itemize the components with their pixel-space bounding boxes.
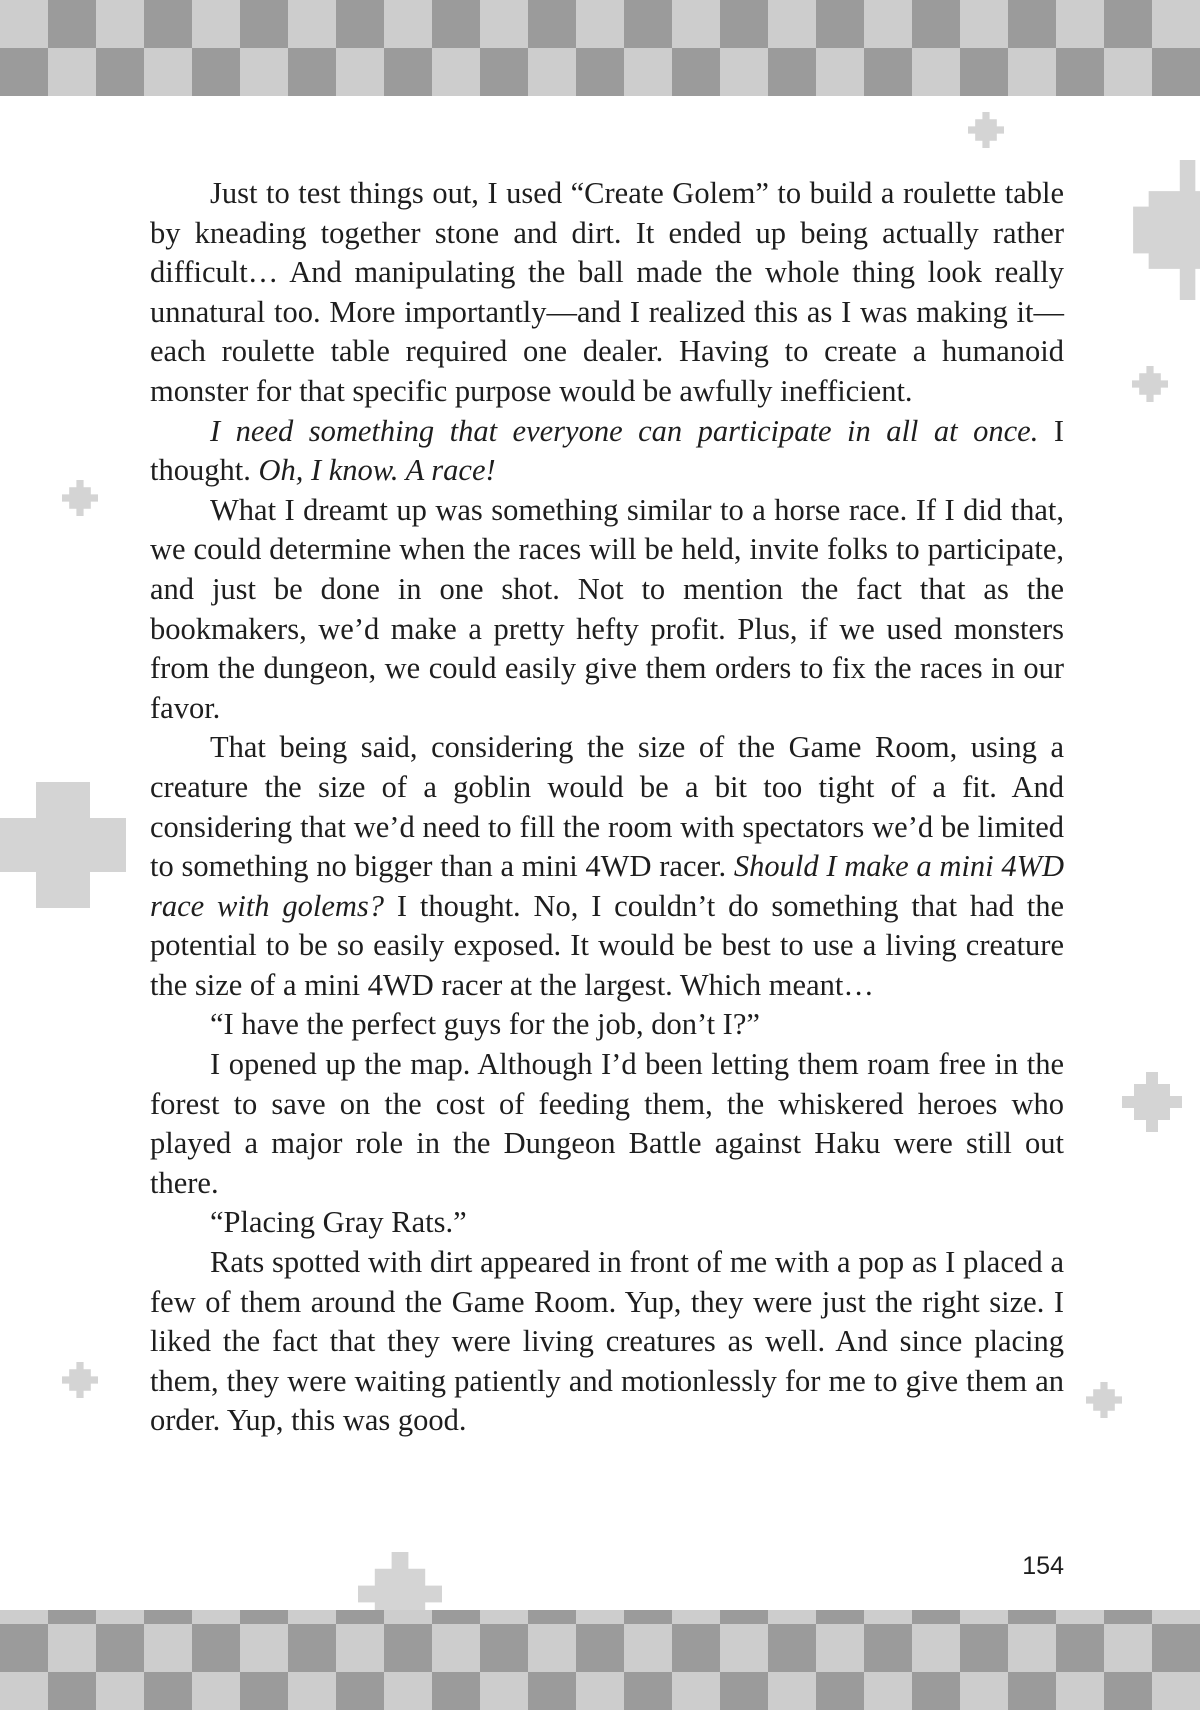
body-text — [150, 174, 1064, 1441]
paragraph — [150, 1045, 1064, 1203]
text-run: “I have the perfect guys for the job, don’t I?” — [210, 1007, 760, 1042]
sparkle-icon — [62, 480, 98, 516]
italic-text: Oh, I know. A race! — [258, 453, 496, 488]
paragraph — [150, 412, 1064, 491]
italic-text: Should I make a mini 4WD race with golems? — [150, 849, 1065, 923]
text-run: Just to test things out, I used “Create Golem” to build a roulette table by kneading together stone and dirt. It ended up being actually rather difficult… And manipulating the ball made the whole thing look really unnatural too. More importantly—and I realized this as I was making it—each roulette table required one dealer. Having to create a humanoid monster for that specific purpose would be awfully inefficient. — [150, 176, 1064, 408]
sparkle-icon — [1132, 366, 1168, 402]
sparkle-icon — [1132, 160, 1200, 300]
paragraph — [150, 491, 1064, 729]
sparkle-icon — [1122, 1072, 1182, 1132]
checkered-header-border — [0, 0, 1200, 96]
paragraph — [150, 1243, 1064, 1441]
sparkle-icon — [0, 782, 126, 908]
text-run: “Placing Gray Rats.” — [210, 1205, 467, 1240]
sparkle-icon — [1086, 1382, 1122, 1418]
text-run: What I dreamt up was something similar to a horse race. If I did that, we could determine when the races will be held, invite folks to participate, and just be done in one shot. Not to mention the fact that as the bookmakers, we’d make a pretty hefty profit. Plus, if we used monsters from the dungeon, we could easily give them orders to fix the races in our favor. — [150, 492, 1064, 725]
sparkle-icon — [62, 1362, 98, 1398]
text-run: I thought. — [150, 413, 1064, 488]
text-run: I opened up the map. Although I’d been letting them roam free in the forest to save on the cost of feeding them, the whiskered heroes who played a major role in the Dungeon Battle against Haku were still out there. — [150, 1047, 1064, 1200]
checkered-footer-border — [0, 1610, 1200, 1710]
text-run: Rats spotted with dirt appeared in front of me with a pop as I placed a few of them around the Game Room. Yup, they were just the right size. I liked the fact that they were living creatures as well. And since placing them, they were waiting patiently and motionlessly for me to give them an order. Yup, this was good. — [150, 1245, 1064, 1438]
text-run: I thought. No, I couldn’t do something that had the potential to be so easily exposed. It would be best to use a living creature the size of a mini 4WD racer at the largest. Which meant… — [150, 888, 1064, 1002]
paragraph — [150, 1005, 1064, 1045]
text-run: That being said, considering the size of the Game Room, using a creature the size of a goblin would be a bit too tight of a fit. And considering that we’d need to fill the room with spectators we’d be limited to something no bigger than a mini 4WD racer. — [150, 730, 1064, 884]
paragraph — [150, 1203, 1064, 1243]
italic-text: I need something that everyone can participate in all at once. — [210, 413, 1039, 448]
page-number: 154 — [1022, 1552, 1064, 1580]
paragraph — [150, 174, 1064, 412]
paragraph — [150, 728, 1064, 1005]
sparkle-icon — [968, 112, 1004, 148]
